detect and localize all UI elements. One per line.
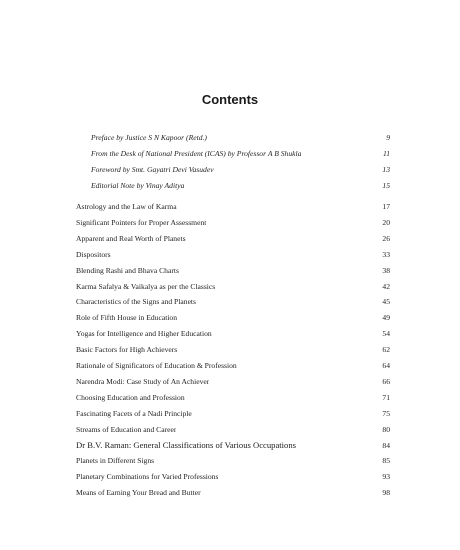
toc-entry-title: Dr B.V. Raman: General Classifications of Various Occupations bbox=[76, 440, 296, 451]
toc-entry[interactable] bbox=[76, 181, 390, 197]
toc-entry-title: Preface by Justice S N Kapoor (Retd.) bbox=[91, 133, 207, 142]
toc-entry-page-number: 64 bbox=[382, 360, 390, 370]
toc-entry[interactable] bbox=[76, 313, 390, 329]
toc-entry[interactable] bbox=[76, 218, 390, 234]
toc-entry-title: Significant Pointers for Proper Assessment bbox=[76, 217, 207, 227]
toc-entry-page-number: 26 bbox=[382, 233, 390, 243]
toc-entry-page-number: 98 bbox=[382, 488, 390, 498]
toc-entry[interactable] bbox=[76, 202, 390, 218]
toc-entry-page-number: 15 bbox=[382, 180, 390, 190]
toc-entry[interactable] bbox=[76, 456, 390, 472]
toc-entry-page-number: 38 bbox=[382, 265, 390, 275]
toc-entry-page-number: 80 bbox=[382, 424, 390, 434]
toc-entry-page-number: 54 bbox=[382, 329, 390, 339]
toc-entry-title: Blending Rashi and Bhava Charts bbox=[76, 265, 179, 275]
toc-entry-page-number: 85 bbox=[382, 456, 390, 466]
toc-entry-page-number: 45 bbox=[382, 297, 390, 307]
toc-entry-page-number: 20 bbox=[382, 217, 390, 227]
toc-entry[interactable] bbox=[76, 393, 390, 409]
toc-entry[interactable] bbox=[76, 425, 390, 441]
toc-entry-title: Yogas for Intelligence and Higher Education bbox=[76, 329, 212, 339]
toc-entry-page-number: 75 bbox=[382, 408, 390, 418]
toc-entry[interactable] bbox=[76, 250, 390, 266]
toc-entry-page-number: 84 bbox=[382, 441, 390, 451]
toc-entry-title: From the Desk of National President (ICAS) by Professor A B Shukla bbox=[91, 148, 302, 158]
toc-entry-page-number: 17 bbox=[382, 202, 390, 212]
toc-entry-title: Planetary Combinations for Varied Professions bbox=[76, 472, 219, 482]
toc-entry-title: Editorial Note by Vinay Aditya bbox=[91, 180, 185, 190]
toc-entry-page-number: 42 bbox=[382, 281, 390, 291]
toc-entry-page-number: 9 bbox=[386, 133, 390, 142]
toc-entry[interactable] bbox=[76, 345, 390, 361]
toc-entry-page-number: 49 bbox=[382, 313, 390, 323]
toc-entry[interactable] bbox=[76, 440, 390, 456]
toc-entry-page-number: 62 bbox=[382, 345, 390, 355]
toc-entry-page-number: 13 bbox=[382, 164, 390, 174]
table-of-contents bbox=[76, 133, 390, 504]
toc-entry[interactable] bbox=[76, 133, 390, 149]
toc-entry[interactable] bbox=[76, 234, 390, 250]
toc-entry-title: Basic Factors for High Achievers bbox=[76, 345, 178, 355]
toc-entry-title: Planets in Different Signs bbox=[76, 456, 155, 466]
toc-entry-title: Karma Safalya & Vaikalya as per the Classics bbox=[76, 281, 216, 291]
toc-entry-title: Narendra Modi: Case Study of An Achiever bbox=[76, 376, 210, 386]
page-title: Contents bbox=[201, 92, 259, 107]
toc-entry-page-number: 93 bbox=[382, 472, 390, 482]
toc-entry-title: Means of Earning Your Bread and Butter bbox=[76, 488, 201, 498]
toc-entry-title: Apparent and Real Worth of Planets bbox=[76, 233, 186, 243]
toc-entry[interactable] bbox=[76, 266, 390, 282]
toc-entry[interactable] bbox=[76, 165, 390, 181]
toc-entry-title: Characteristics of the Signs and Planets bbox=[76, 297, 196, 307]
toc-entry-page-number: 33 bbox=[382, 249, 390, 259]
toc-entry-title: Dispositors bbox=[76, 249, 111, 259]
toc-entry-title: Astrology and the Law of Karma bbox=[76, 202, 177, 212]
toc-entry[interactable] bbox=[76, 329, 390, 345]
toc-entry-title: Choosing Education and Profession bbox=[76, 392, 185, 402]
toc-entry-page-number: 66 bbox=[382, 376, 390, 386]
toc-entry[interactable] bbox=[76, 472, 390, 488]
toc-entry-title: Rationale of Significators of Education & Profession bbox=[76, 360, 237, 370]
toc-entry[interactable] bbox=[76, 361, 390, 377]
toc-entry-page-number: 71 bbox=[382, 392, 390, 402]
toc-entry[interactable] bbox=[76, 409, 390, 425]
toc-entry-title: Role of Fifth House in Education bbox=[76, 313, 178, 323]
toc-entry[interactable] bbox=[76, 377, 390, 393]
toc-entry[interactable] bbox=[76, 488, 390, 504]
toc-entry[interactable] bbox=[76, 282, 390, 298]
toc-entry-title: Streams of Education and Career bbox=[76, 424, 177, 434]
toc-entry-title: Foreword by Smt. Gayatri Devi Vasudev bbox=[91, 164, 214, 174]
toc-entry[interactable] bbox=[76, 297, 390, 313]
toc-entry-title: Fascinating Facets of a Nadi Principle bbox=[76, 408, 192, 418]
toc-entry-page-number: 11 bbox=[382, 148, 390, 158]
toc-entry[interactable] bbox=[76, 149, 390, 165]
